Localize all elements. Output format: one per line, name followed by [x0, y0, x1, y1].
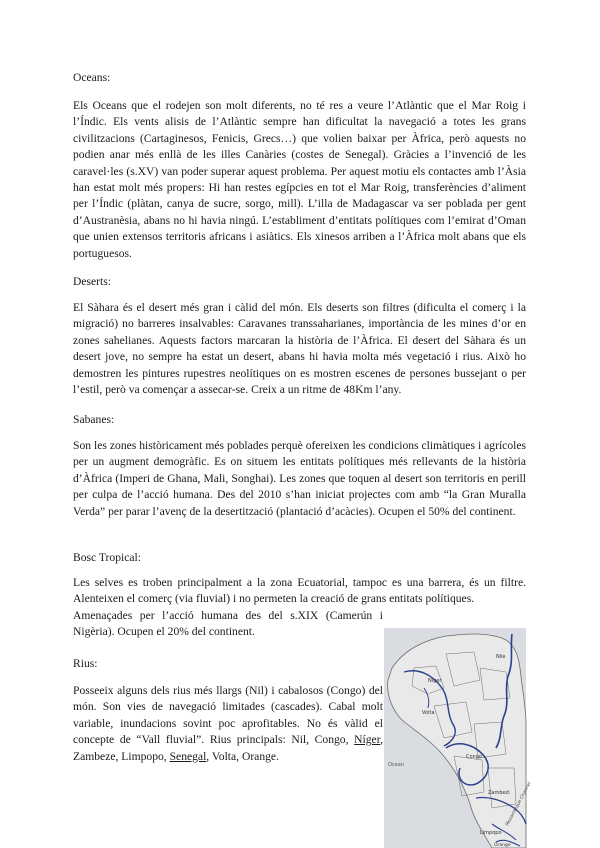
map-label-volta: Volta — [422, 710, 435, 716]
river-link-niger[interactable]: Níger — [354, 733, 381, 747]
heading-bosc-tropical: Bosc Tropical: — [73, 551, 141, 564]
paragraph-bosc-tropical: Les selves es troben principalment a la zona Ecuatorial, tampoc es una barrera, és un filtre. Alenteixen el comerç (via fluvial) i no permeten la creació de grans entitats polítiques. — [73, 576, 526, 606]
river-zambeze: Zambeze — [73, 749, 116, 763]
paragraph-oceans: Els Oceans que el rodejen son molt diferents, no té res a veure l’Atlàntic que el Mar Roig i l’Índic. Els vents alisis de l’Atlàntic sempre han dificultat la navegació a totes les grans civilitzacions (Cartaginesos, Fenicis, Grecs…) que volien baixar per Àfrica, però aquests no podien anar més enllà de les illes Canàries (costes de Senegal). Gràcies a l’invenció de les caravel·les (s.XV) van poder superar aquest problema. Per aquest motiu els contactes amb l’Àsia han estat molt més propers: Hi han restes egípcies en tot el Mar Roig, transferències d’aliment per l’Índic (plàtan, canya de sucre, sorgo, mill). L’illa de Madagascar va ser poblada per gent d’Austranèsia, abans no hi havia ningú. L’establiment d’entitats polítiques com l’emirat d’Oman que unien extensos territoris africans i asiàtics. Els xinesos arriben a l’Àfrica molt abans que els portuguesos. — [73, 99, 526, 260]
map-label-congo: Congo — [466, 754, 482, 760]
map-label-mozambique: Mozambique Channel — [505, 781, 533, 827]
map-label-zambezi: Zambezi — [488, 790, 510, 796]
map-label-ocean: Ocean — [388, 762, 404, 768]
map-label-orange: Orange — [494, 843, 511, 848]
river-orange: Orange. — [241, 749, 279, 763]
heading-deserts: Deserts: — [73, 275, 111, 288]
paragraph-rius: Posseeix alguns dels rius més llargs (Nil) i cabalosos (Congo) del món. Son vies de navegació limitades (cascades). Cabal molt variable, inundacions sovint poc aprofitables. No és vàlid el concepte de “Vall fluvial”. Rius principals: Nil, Congo, Níger, Zambeze, Limpopo, Senegal, Volta, Orange. — [73, 684, 383, 763]
rius-intro: Posseeix alguns dels rius més llargs (Nil) i cabalosos (Congo) del món. Son vies de navegació limitades (cascades). Cabal molt variable, inundacions sovint poc aprofitables. No és vàlid el concepte de “Vall fluvial”. Rius principals: Nil, Congo, — [73, 684, 383, 747]
africa-rivers-map — [384, 628, 533, 848]
heading-rius: Rius: — [73, 657, 98, 670]
heading-sabanes: Sabanes: — [73, 413, 115, 426]
map-label-niger: Niger — [428, 678, 442, 684]
paragraph-bosc-tropical-narrow: Amenaçades per l’acció humana des del s.XIX (Camerún i Nigèria). Ocupen el 20% del continent. — [73, 609, 383, 639]
paragraph-deserts: El Sàhara és el desert més gran i càlid del món. Els deserts son filtres (dificulta el comerç i la migració) no barreres insalvables: Caravanes transsaharianes, importància de les mines d’or en zones sahelianes. Aquests factors marcaran la història de l’Àfrica. El desert del Sàhara és un desert jove, no sempre ha estat un desert, abans hi havia molta més vegetació i rius. Això ho demostren les pintures rupestres neolítiques on es mostren escenes de persones bussejant o per l’estil, però va començar a assecar-se. Creix a un ritme de 48Km l’any. — [73, 301, 526, 397]
river-link-senegal[interactable]: Senegal — [169, 749, 207, 763]
heading-oceans: Oceans: — [73, 71, 111, 84]
map-label-limpopo: Limpopo — [480, 830, 502, 836]
river-limpopo: Limpopo — [121, 749, 164, 763]
map-label-nile: Nile — [496, 654, 506, 660]
paragraph-sabanes: Son les zones històricament més poblades perquè ofereixen les condicions climàtiques i agrícoles per un augment demogràfic. Es on situem les entitats polítiques més rellevants de la història d’Àfrica (Imperi de Ghana, Mali, Songhai). Les zones que toquen al desert son territoris en perill per culpa de l’acció humana. Des del 2010 s’han iniciat projectes com amb “la Gran Muralla Verda” per parar l’avenç de la desertització (plantació d’acàcies). Ocupen el 50% del continent. — [73, 439, 526, 518]
river-volta: Volta — [211, 749, 237, 763]
